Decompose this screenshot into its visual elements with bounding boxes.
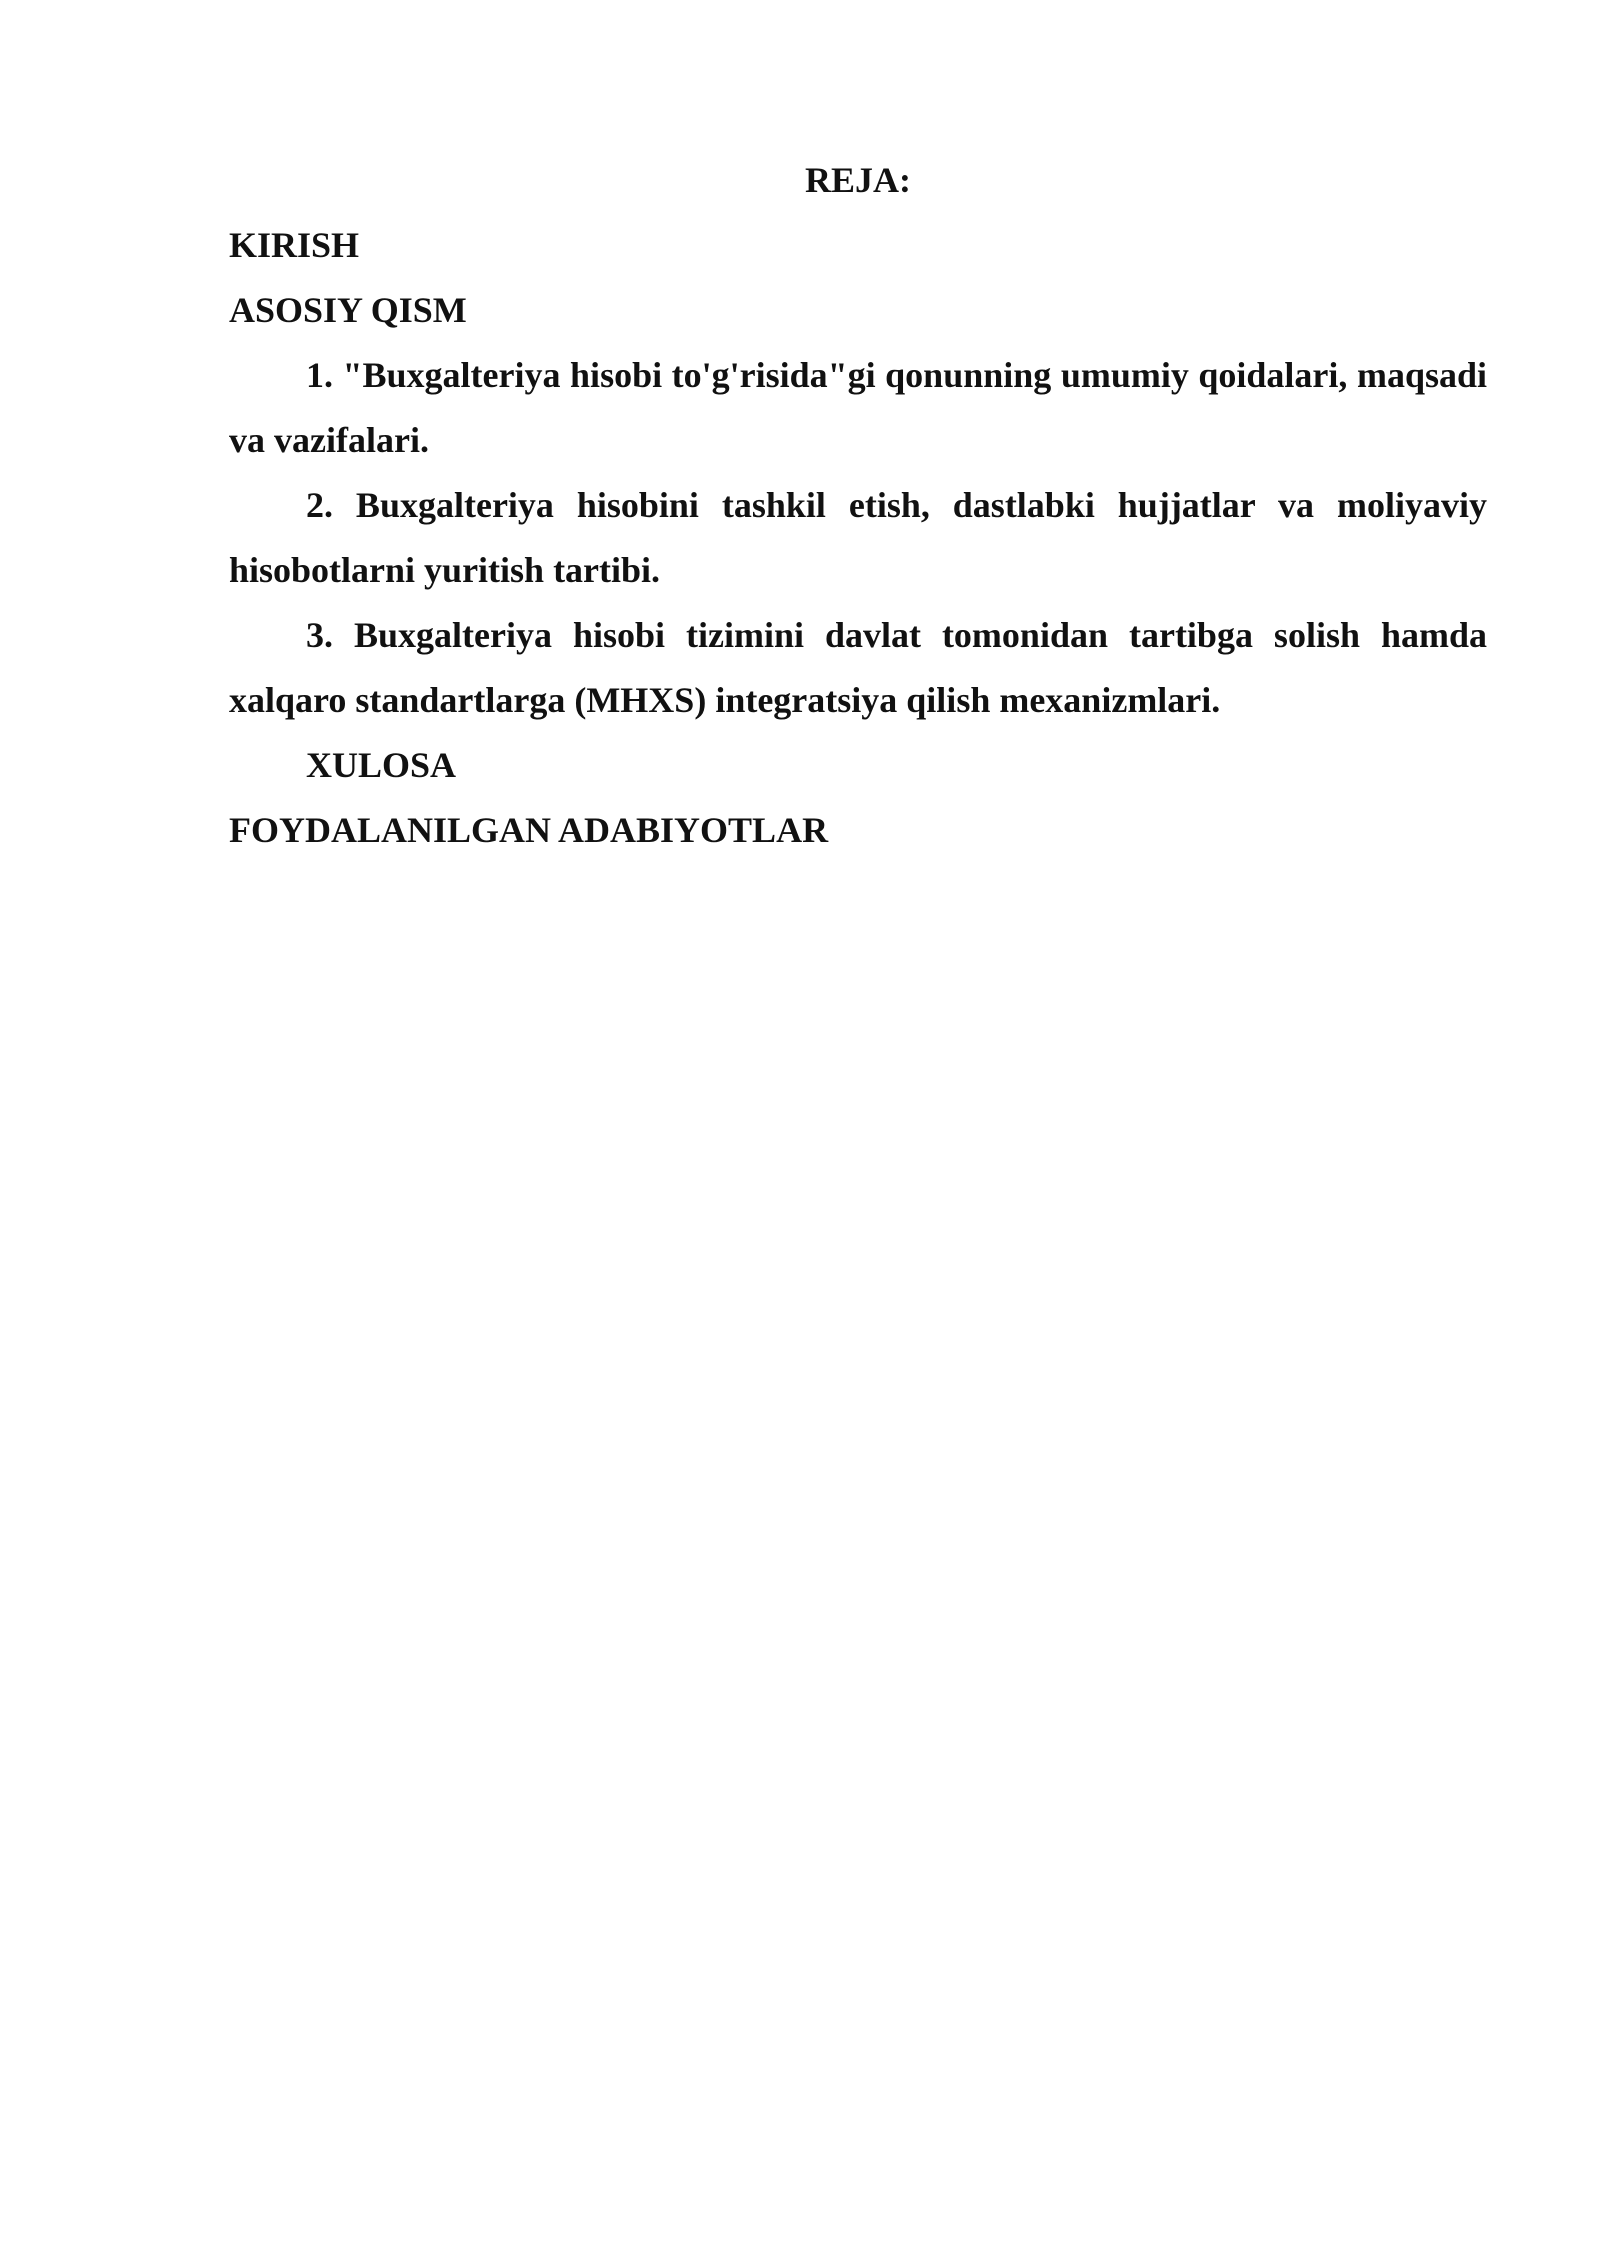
main-part-heading: ASOSIY QISM — [229, 290, 467, 330]
plan-item-1: 1. "Buxgalteriya hisobi to'g'risida"gi qonunning umumiy qoidalari, maqsadi va vazifalari. — [229, 355, 1487, 460]
plan-content — [229, 148, 1487, 863]
plan-item-2: 2. Buxgalteriya hisobini tashkil etish, dastlabki hujjatlar va moliyaviy hisobotlarni yuritish tartibi. — [229, 485, 1487, 590]
intro-heading: KIRISH — [229, 225, 360, 265]
conclusion-heading: XULOSA — [306, 745, 457, 785]
references-heading: FOYDALANILGAN ADABIYOTLAR — [229, 810, 829, 850]
page-title: REJA: — [805, 160, 911, 200]
plan-item-3: 3. Buxgalteriya hisobi tizimini davlat tomonidan tartibga solish hamda xalqaro standartlarga (MHXS) integratsiya qilish mexanizmlari. — [229, 615, 1487, 720]
